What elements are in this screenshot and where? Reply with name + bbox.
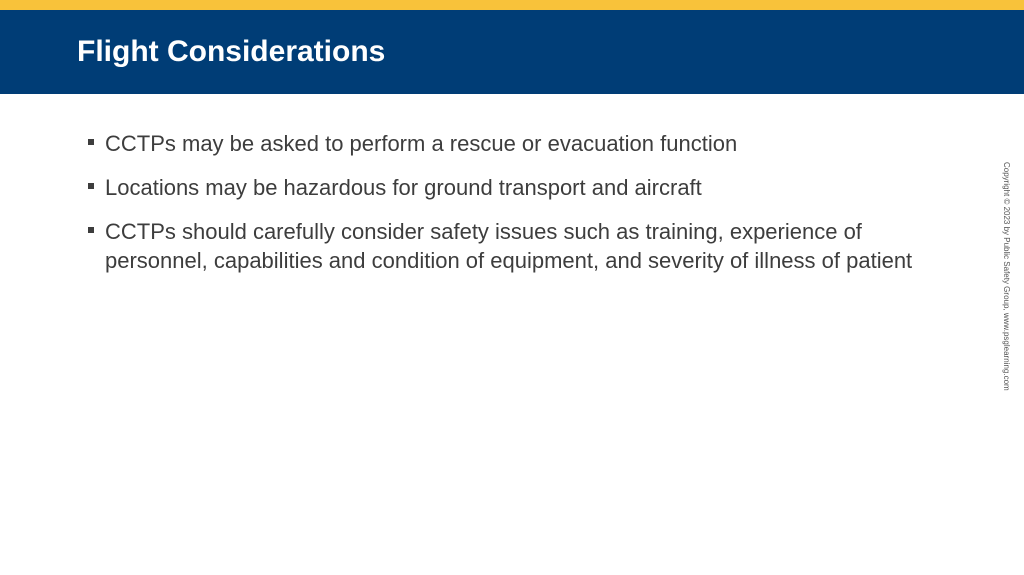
bullet-text: CCTPs should carefully consider safety issues such as training, experience of personnel, capabilities and condition of equipment, and severity of illness of patient	[105, 219, 913, 273]
bullet-text: Locations may be hazardous for ground transport and aircraft	[105, 175, 702, 200]
bullet-list	[88, 129, 948, 290]
bullet-item	[88, 217, 948, 275]
slide-title: Flight Considerations	[77, 35, 386, 68]
bullet-text: CCTPs may be asked to perform a rescue or evacuation function	[105, 131, 738, 156]
bullet-item	[88, 129, 948, 158]
copyright-notice: Copyright © 2023 by Public Safety Group, www.psglearning.com	[1002, 162, 1011, 391]
bullet-item	[88, 173, 948, 202]
square-bullet-icon	[88, 227, 94, 233]
square-bullet-icon	[88, 183, 94, 189]
square-bullet-icon	[88, 139, 94, 145]
accent-stripe	[0, 0, 1024, 10]
